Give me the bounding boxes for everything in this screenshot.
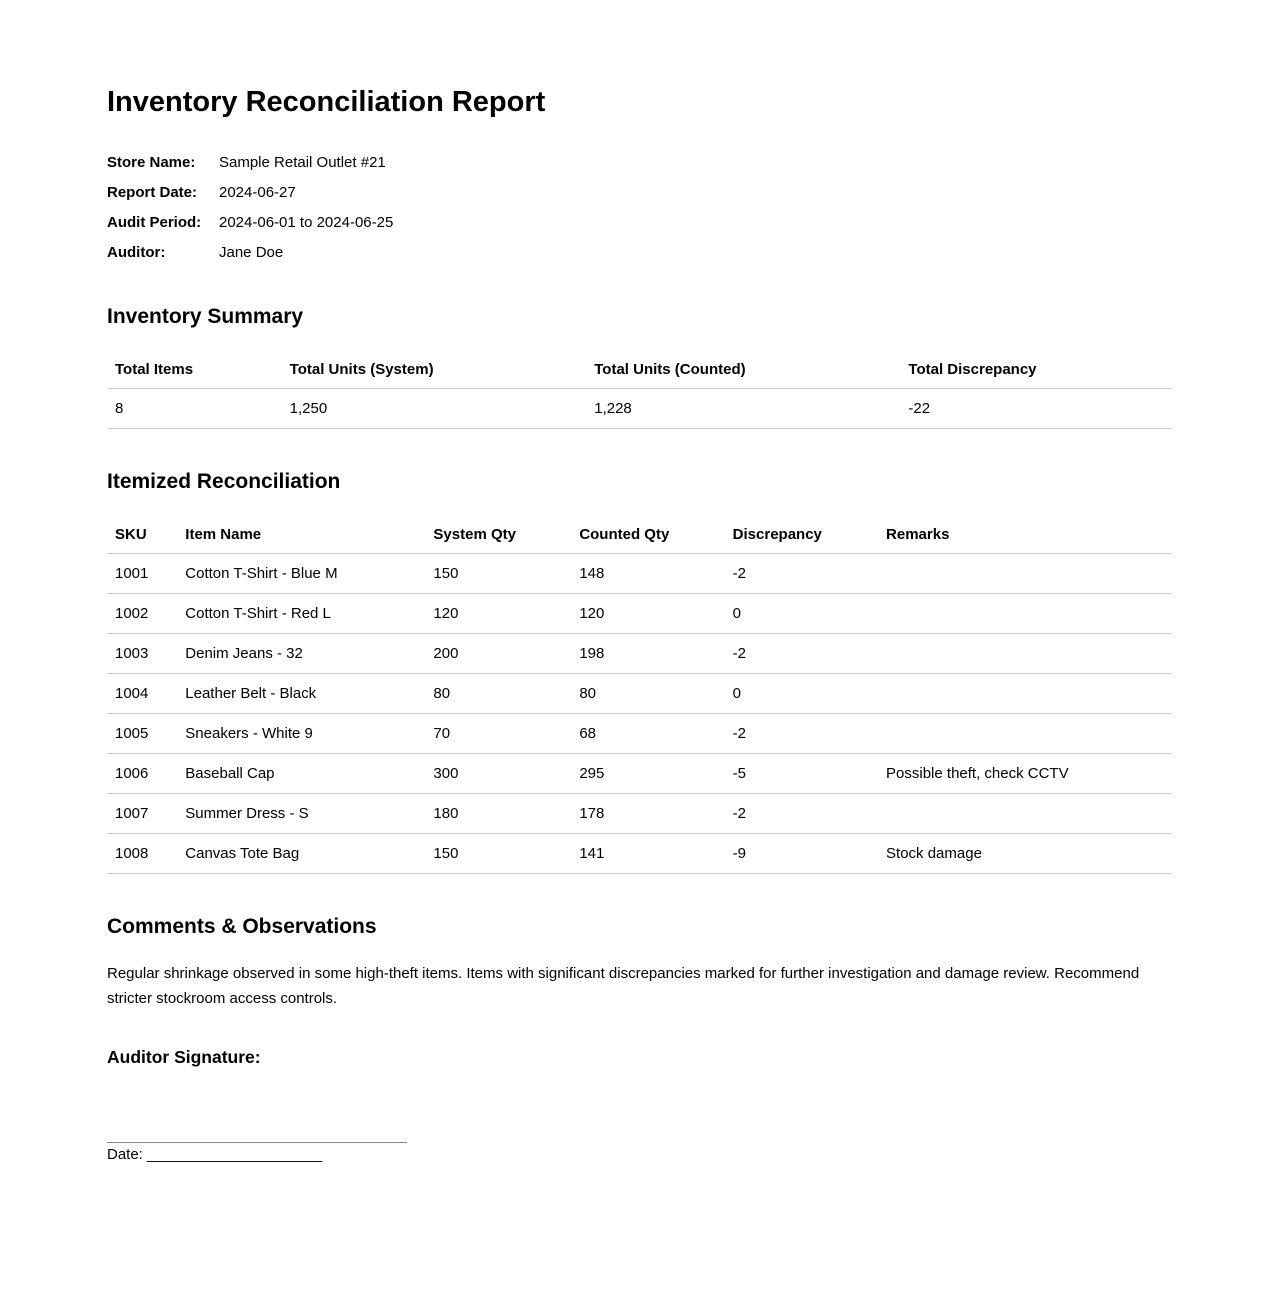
table-row <box>107 634 1172 674</box>
column-header-remarks: Remarks <box>878 516 1172 554</box>
cell-discrepancy: -2 <box>725 714 878 754</box>
itemized-heading: Itemized Reconciliation <box>107 469 341 493</box>
column-header-units-counted: Total Units (Counted) <box>586 351 900 389</box>
table-row <box>107 714 1172 754</box>
column-header-units-system: Total Units (System) <box>282 351 587 389</box>
cell-item-name: Cotton T-Shirt - Red L <box>177 594 425 634</box>
cell-system-qty: 150 <box>425 554 571 594</box>
column-header-system-qty: System Qty <box>425 516 571 554</box>
page-title: Inventory Reconciliation Report <box>107 86 546 118</box>
meta-row-report-date <box>107 178 1172 208</box>
cell-sku: 1003 <box>107 634 177 674</box>
cell-discrepancy: -22 <box>900 388 1172 428</box>
table-row <box>107 834 1172 874</box>
column-header-counted-qty: Counted Qty <box>571 516 724 554</box>
cell-counted-qty: 68 <box>571 714 724 754</box>
comments-text: Regular shrinkage observed in some high-theft items. Items with significant discrepancies marked for further investigation and damage review. Recommend stricter stockroom access controls. <box>107 965 1140 1008</box>
cell-system-qty: 150 <box>425 834 571 874</box>
cell-item-name: Baseball Cap <box>177 754 425 794</box>
cell-discrepancy: 0 <box>725 594 878 634</box>
cell-remarks <box>878 674 1172 714</box>
report-content <box>107 0 1172 1166</box>
table-row <box>107 674 1172 714</box>
column-header-sku: SKU <box>107 516 177 554</box>
cell-discrepancy: -2 <box>725 794 878 834</box>
column-header-total-items: Total Items <box>107 351 282 389</box>
column-header-item-name: Item Name <box>177 516 425 554</box>
cell-system-qty: 300 <box>425 754 571 794</box>
cell-item-name: Sneakers - White 9 <box>177 714 425 754</box>
cell-sku: 1006 <box>107 754 177 794</box>
summary-header-row <box>107 351 1172 389</box>
cell-remarks: Possible theft, check CCTV <box>878 754 1172 794</box>
cell-discrepancy: 0 <box>725 674 878 714</box>
cell-item-name: Summer Dress - S <box>177 794 425 834</box>
cell-units-system: 1,250 <box>282 388 587 428</box>
cell-system-qty: 200 <box>425 634 571 674</box>
cell-sku: 1005 <box>107 714 177 754</box>
table-row <box>107 554 1172 594</box>
meta-row-audit-period <box>107 208 1172 238</box>
meta-row-auditor <box>107 238 1172 268</box>
meta-value: 2024-06-27 <box>219 183 296 201</box>
meta-label: Report Date: <box>107 183 198 201</box>
cell-system-qty: 80 <box>425 674 571 714</box>
signature-heading: Auditor Signature: <box>107 1047 261 1068</box>
meta-label: Audit Period: <box>107 213 202 231</box>
summary-table <box>107 351 1172 429</box>
itemized-table <box>107 516 1172 874</box>
meta-row-store-name <box>107 148 1172 178</box>
cell-counted-qty: 148 <box>571 554 724 594</box>
cell-system-qty: 70 <box>425 714 571 754</box>
cell-remarks <box>878 554 1172 594</box>
date-label: Date: <box>107 1146 143 1164</box>
cell-remarks <box>878 794 1172 834</box>
cell-counted-qty: 198 <box>571 634 724 674</box>
table-row <box>107 794 1172 834</box>
cell-total-items: 8 <box>107 388 282 428</box>
cell-sku: 1004 <box>107 674 177 714</box>
date-blank-line: _____________________ <box>147 1146 323 1164</box>
meta-value: Sample Retail Outlet #21 <box>219 153 386 171</box>
cell-discrepancy: -2 <box>725 634 878 674</box>
cell-sku: 1001 <box>107 554 177 594</box>
cell-discrepancy: -9 <box>725 834 878 874</box>
table-row <box>107 594 1172 634</box>
cell-discrepancy: -2 <box>725 554 878 594</box>
column-header-discrepancy: Discrepancy <box>725 516 878 554</box>
meta-label: Store Name: <box>107 153 196 171</box>
cell-counted-qty: 120 <box>571 594 724 634</box>
summary-data-row <box>107 388 1172 428</box>
summary-heading: Inventory Summary <box>107 304 304 328</box>
cell-remarks <box>878 634 1172 674</box>
cell-units-counted: 1,228 <box>586 388 900 428</box>
cell-counted-qty: 141 <box>571 834 724 874</box>
cell-system-qty: 180 <box>425 794 571 834</box>
cell-remarks <box>878 594 1172 634</box>
cell-sku: 1008 <box>107 834 177 874</box>
cell-discrepancy: -5 <box>725 754 878 794</box>
cell-item-name: Cotton T-Shirt - Blue M <box>177 554 425 594</box>
cell-counted-qty: 295 <box>571 754 724 794</box>
signature-line <box>107 1142 407 1143</box>
cell-remarks: Stock damage <box>878 834 1172 874</box>
cell-sku: 1002 <box>107 594 177 634</box>
cell-sku: 1007 <box>107 794 177 834</box>
date-row <box>107 1144 1172 1166</box>
cell-item-name: Leather Belt - Black <box>177 674 425 714</box>
comments-heading: Comments & Observations <box>107 915 377 939</box>
cell-counted-qty: 178 <box>571 794 724 834</box>
cell-item-name: Denim Jeans - 32 <box>177 634 425 674</box>
cell-counted-qty: 80 <box>571 674 724 714</box>
column-header-discrepancy: Total Discrepancy <box>900 351 1172 389</box>
cell-system-qty: 120 <box>425 594 571 634</box>
itemized-header-row <box>107 516 1172 554</box>
cell-remarks <box>878 714 1172 754</box>
report-meta <box>107 148 1172 268</box>
cell-item-name: Canvas Tote Bag <box>177 834 425 874</box>
meta-value: 2024-06-01 to 2024-06-25 <box>219 213 394 231</box>
meta-label: Auditor: <box>107 243 166 261</box>
meta-value: Jane Doe <box>219 243 284 261</box>
table-row <box>107 754 1172 794</box>
